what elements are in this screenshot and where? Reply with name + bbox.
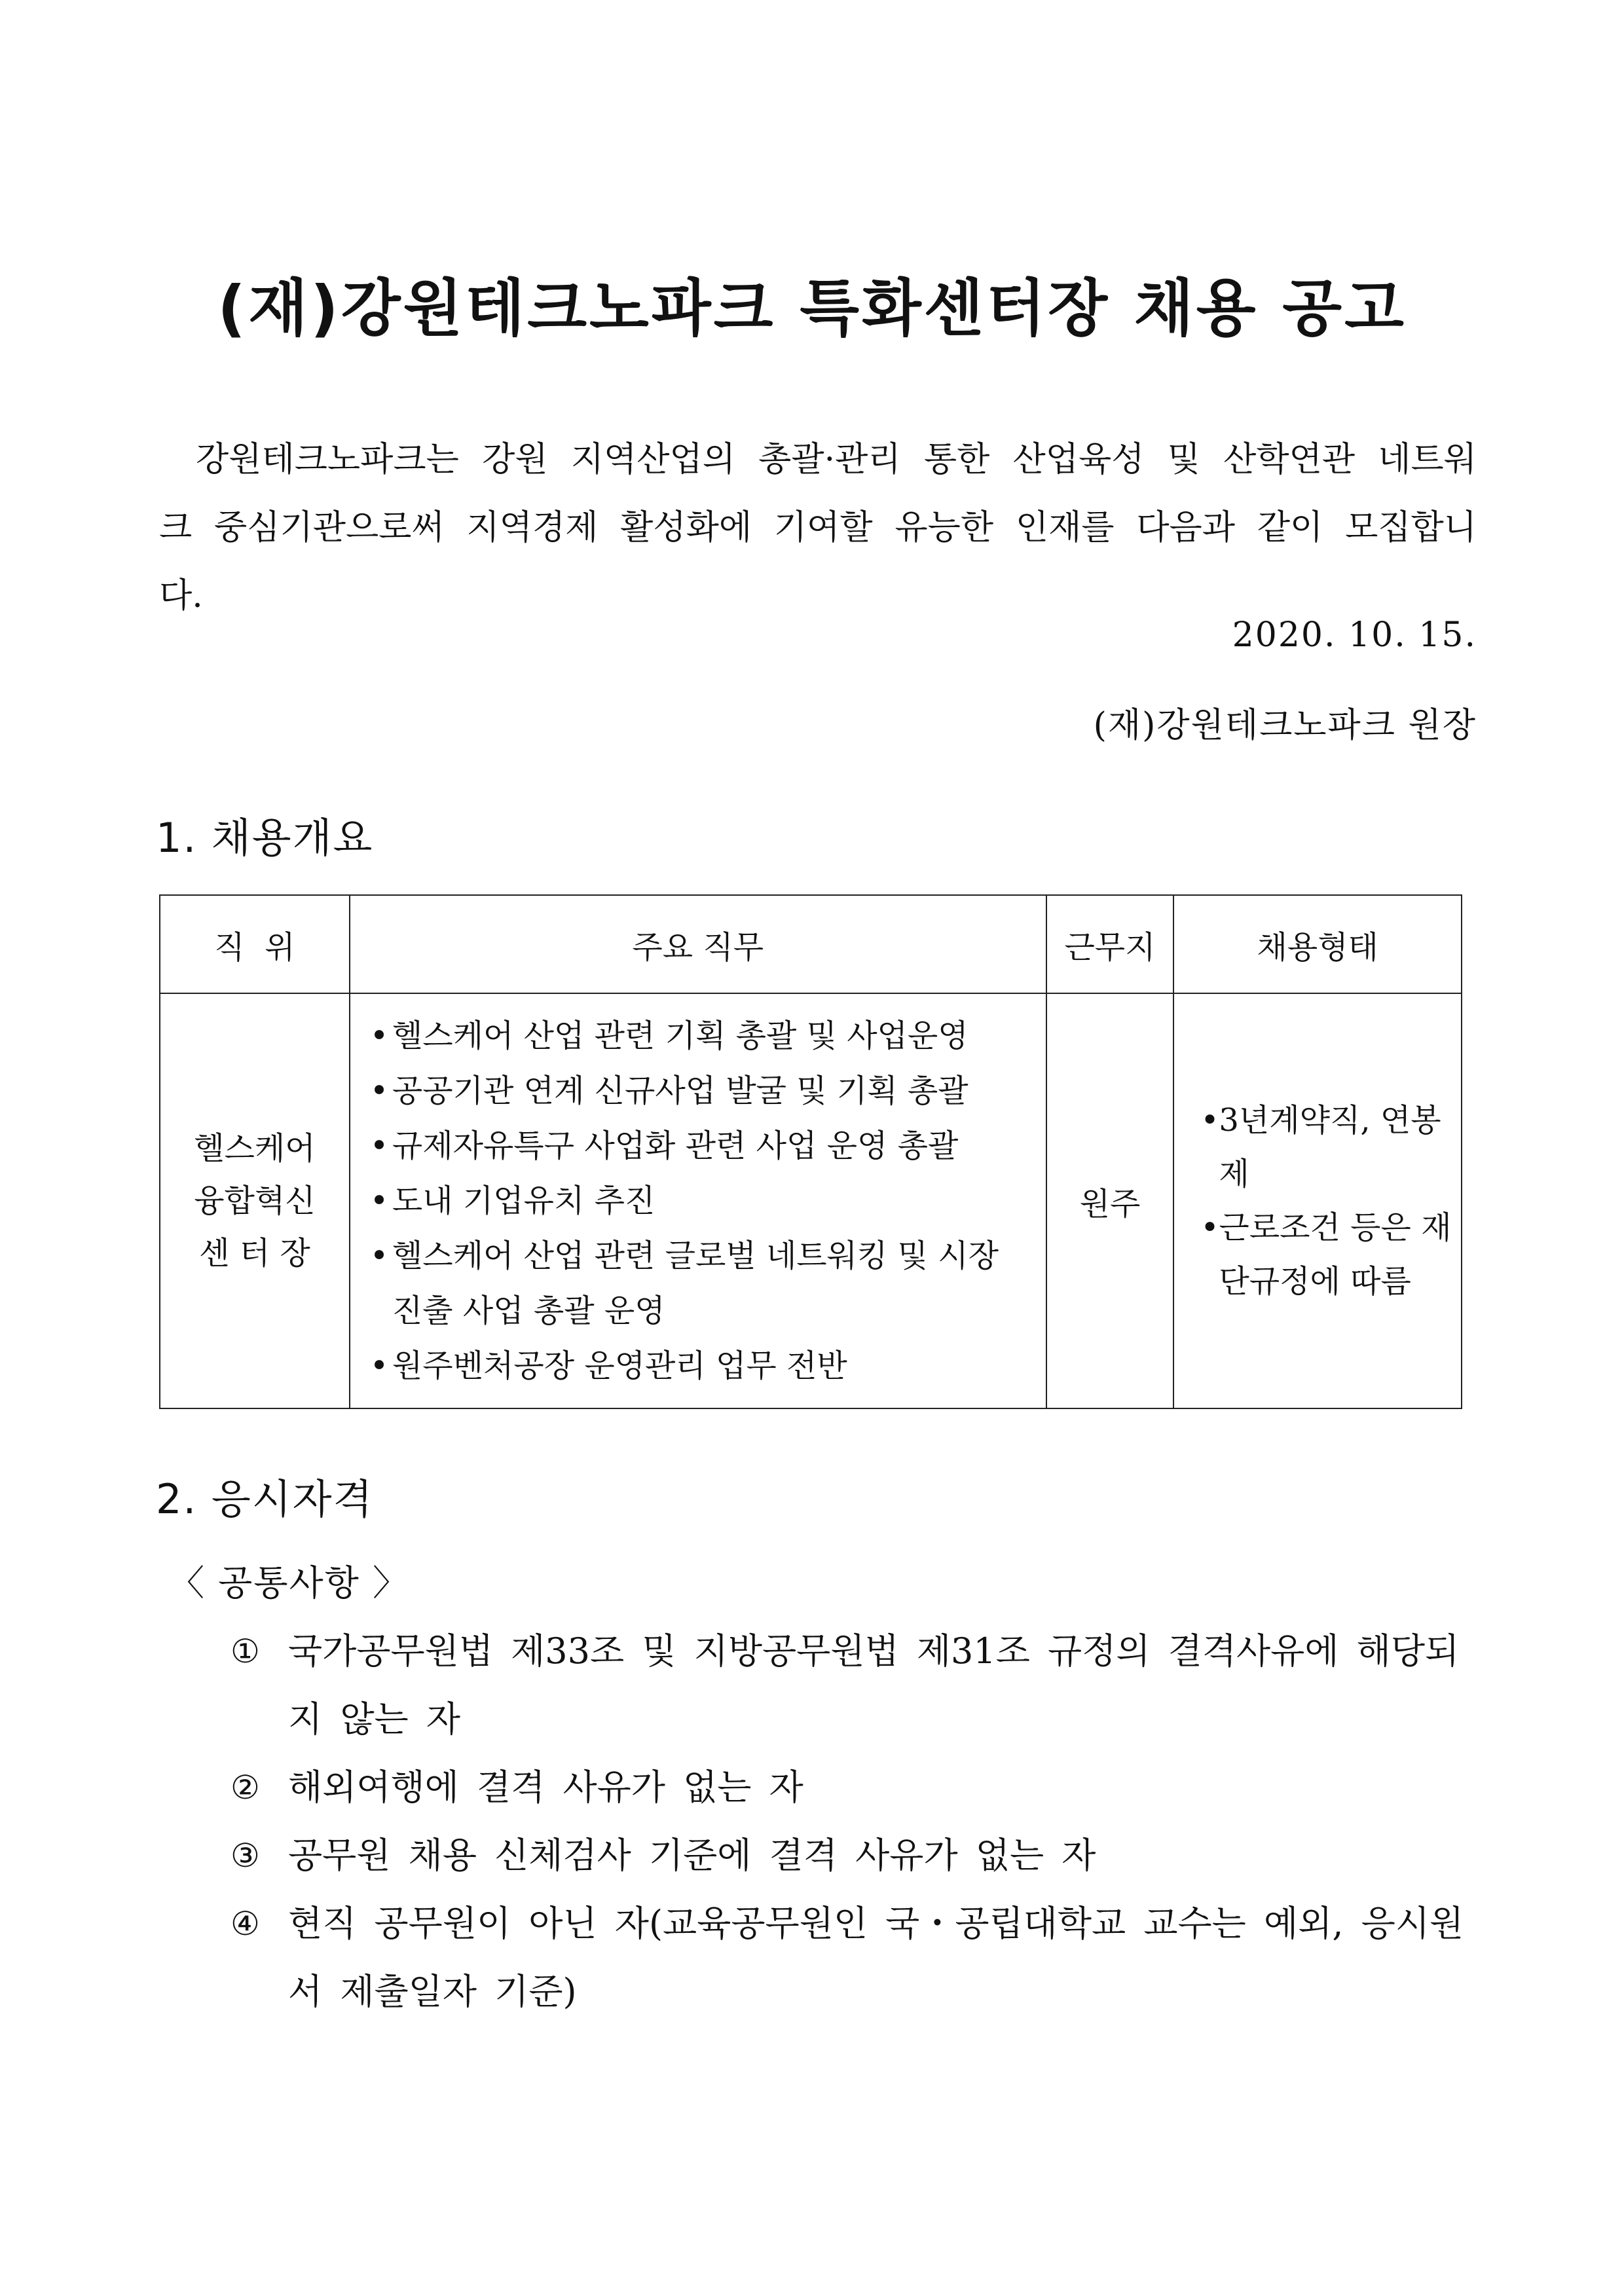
common-requirements-subheading: 〈 공통사항 〉	[169, 1562, 409, 1604]
table-row	[160, 993, 1462, 1408]
table-header-row	[160, 895, 1462, 993]
employment-type-cell	[1173, 993, 1462, 1408]
item-text: 공무원 채용 신체검사 기준에 결격 사유가 없는 자	[288, 1835, 1096, 1876]
header-employment-type: 채용형태	[1173, 895, 1462, 993]
duty-item: • 공공기관 연계 신규사업 발굴 및 기획 총괄	[370, 1063, 1039, 1118]
duty-item: • 헬스케어 산업 관련 글로벌 네트워킹 및 시장 진출 사업 총괄 운영	[370, 1228, 1039, 1338]
section-heading-overview: 1. 채용개요	[156, 814, 374, 862]
section-heading-qualifications: 2. 응시자격	[156, 1475, 374, 1523]
bullet-icon: •	[369, 1348, 389, 1384]
item-number: ①	[231, 1632, 260, 1670]
duty-item: • 원주벤처공장 운영관리 업무 전반	[370, 1338, 1039, 1393]
location-cell: 원주	[1046, 993, 1174, 1408]
requirements-list	[231, 1617, 1475, 2026]
bullet-icon: •	[1200, 1209, 1219, 1246]
announcement-date: 2020. 10. 15.	[1232, 615, 1477, 655]
bullet-icon: •	[369, 1018, 389, 1054]
bullet-icon: •	[369, 1183, 389, 1219]
bullet-icon: •	[369, 1073, 389, 1109]
organization-signature: (재)강원테크노파크 원장	[1093, 706, 1477, 745]
item-number: ③	[231, 1837, 260, 1875]
item-number: ②	[231, 1769, 260, 1807]
bullet-icon: •	[1200, 1102, 1219, 1139]
duties-cell	[350, 993, 1046, 1408]
item-number: ④	[231, 1905, 260, 1943]
bullet-icon: •	[369, 1128, 389, 1164]
list-item	[231, 1890, 1475, 2026]
item-text: 해외여행에 결격 사유가 없는 자	[288, 1767, 803, 1808]
position-line: 센 터 장	[199, 1235, 310, 1272]
intro-paragraph: 강원테크노파크는 강원 지역산업의 총괄·관리 통한 산업육성 및 산학연관 네트워크 중심기관으로써 지역경제 활성화에 기여할 유능한 인재를 다음과 같이 모집합니다.	[159, 440, 1477, 615]
header-position: 직 위	[160, 895, 350, 993]
employment-type-item: •3년계약직, 연봉제	[1200, 1093, 1460, 1201]
duty-item: • 규제자유특구 사업화 관련 사업 운영 총괄	[370, 1118, 1039, 1173]
position-line: 헬스케어	[194, 1130, 316, 1167]
item-text: 현직 공무원이 아닌 자(교육공무원인 국・공립대학교 교수는 예외, 응시원서 제출일자 기준)	[288, 1903, 1464, 2012]
header-location: 근무지	[1046, 895, 1174, 993]
employment-type-item: •근로조건 등은 재단규정에 따름	[1200, 1201, 1460, 1308]
list-item	[231, 1822, 1475, 1890]
position-line: 융합혁신	[194, 1183, 316, 1219]
recruitment-overview-table	[159, 894, 1462, 1409]
list-item	[231, 1617, 1475, 1753]
bullet-icon: •	[369, 1238, 389, 1274]
header-duties: 주요 직무	[350, 895, 1046, 993]
item-text: 국가공무원법 제33조 및 지방공무원법 제31조 규정의 결격사유에 해당되지 않는 자	[288, 1630, 1460, 1740]
duty-item: • 도내 기업유치 추진	[370, 1173, 1039, 1228]
position-cell	[160, 993, 350, 1408]
list-item	[231, 1753, 1475, 1822]
page-title: (재)강원테크노파크 특화센터장 채용 공고	[217, 273, 1407, 344]
duty-item: • 헬스케어 산업 관련 기획 총괄 및 사업운영	[370, 1008, 1039, 1063]
